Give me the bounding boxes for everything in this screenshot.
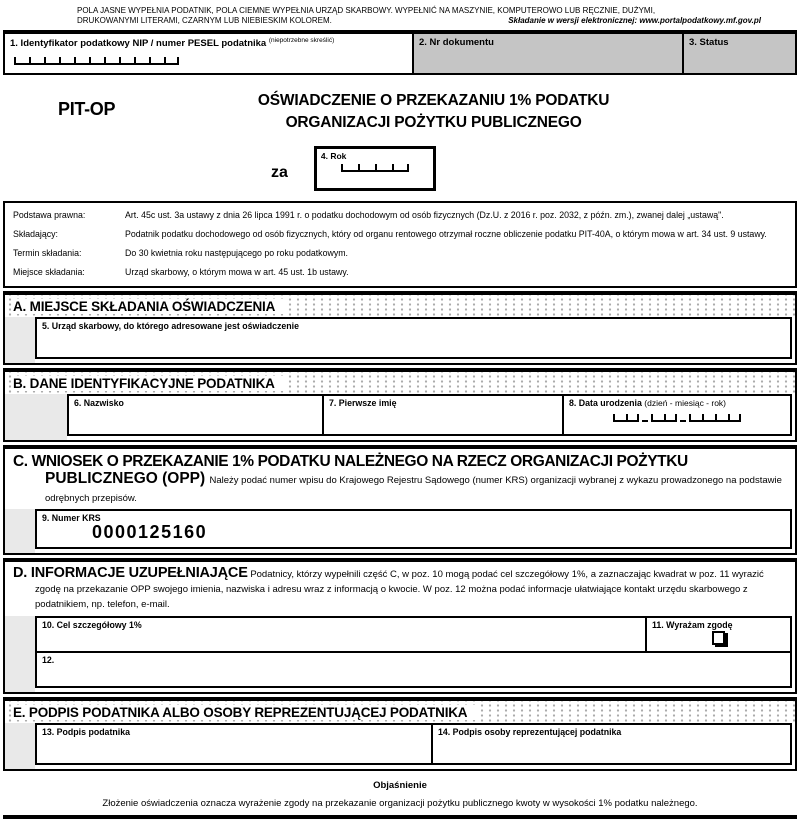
section-a-header — [5, 295, 795, 317]
field-rok-label: 4. Rok — [320, 151, 347, 161]
field-numer-krs[interactable] — [35, 509, 792, 549]
section-c-header — [5, 449, 795, 509]
field-kontakt-label: 12. — [42, 655, 55, 665]
legal-text: Podatnik podatku dochodowego od osób fizycznych, który od organu rentowego otrzymał roczne obliczenie podatku PIT-40A, o którym mowa w art. 34 ust. 9 ustawy. — [125, 229, 767, 239]
form-instructions — [77, 6, 761, 26]
legal-text: Urząd skarbowy, o którym mowa w art. 45 ust. 1b ustawy. — [125, 267, 349, 277]
section-c-title-line2: PUBLICZNEGO (OPP) Należy podać numer wpisu do Krajowego Rejestru Sądowego (numer KRS) organizacji wybranej z wykazu prowadzonego na podstawie odrębnych przepisów. — [45, 470, 782, 504]
field-wyrazam-zgode-label: 11. Wyrażam zgodę — [652, 620, 733, 630]
legal-label: Podstawa prawna: — [13, 210, 86, 220]
section-e — [3, 697, 797, 771]
legal-row — [13, 244, 787, 263]
section-d-note: Podatnicy, którzy wypełnili część C, w poz. 10 mogą podać cel szczegółowy 1%, a zaznaczając kwadrat w poz. 11 wyrazić zgodę na przekazanie OPP swojego imienia, nazwiska i adresu wraz z informacją o kwocie. W poz. 12 można podać informacje ułatwiające kontakt urzędu skarbowego z podatnikiem, np. telefon, e-mail. — [35, 569, 764, 610]
field-wyrazam-zgode — [645, 616, 792, 653]
section-b-header — [5, 372, 795, 394]
section-d — [3, 558, 797, 694]
field-nip-pesel-note: (niepotrzebne skreślić) — [268, 37, 335, 44]
section-b-title: B. DANE IDENTYFIKACYJNE PODATNIKA — [13, 376, 285, 391]
za-label: za — [271, 163, 288, 181]
form-title-line2: ORGANIZACJI POŻYTKU PUBLICZNEGO — [285, 114, 582, 131]
efiling-note: Składanie w wersji elektronicznej: www.portalpodatkowy.mf.gov.pl — [508, 16, 761, 25]
section-c-note: Należy podać numer wpisu do Krajowego Rejestru Sądowego (numer KRS) organizacji wybranej z wykazu prowadzonego na podstawie odrębnych przepisów. — [45, 475, 782, 504]
field-nip-pesel-label: 1. Identyfikator podatkowy NIP / numer PESEL podatnika $^{(niepotrzebne skreślić)}$ — [10, 37, 335, 50]
gutter — [5, 317, 35, 363]
year-row — [271, 146, 797, 191]
field-status — [682, 34, 795, 73]
field-nazwisko[interactable] — [67, 394, 324, 436]
field-data-urodzenia-note: (dzień - miesiąc - rok) — [644, 398, 727, 408]
section-c-title-line1: C. WNIOSEK O PRZEKAZANIE 1% PODATKU NALEŻNEGO NA RZECZ ORGANIZACJI POŻYTKU — [13, 453, 688, 470]
field-podpis-osoby[interactable] — [431, 723, 792, 765]
legal-label: Termin składania: — [13, 248, 82, 258]
section-a — [3, 291, 797, 365]
instructions-line2: DRUKOWANYMI LITERAMI, CZARNYM LUB NIEBIESKIM KOLOREM. — [77, 16, 332, 25]
legal-info-block — [3, 201, 797, 288]
title-row — [3, 90, 797, 134]
field-data-urodzenia-label: 8. Data urodzenia (dzień - miesiąc - rok) — [569, 398, 727, 408]
field-nip-pesel[interactable] — [5, 34, 412, 73]
field-cel-szczegolowy-label: 10. Cel szczegółowy 1% — [42, 620, 142, 630]
field-status-label: 3. Status — [689, 37, 729, 48]
field-nr-dokumentu-label: 2. Nr dokumentu — [419, 37, 494, 48]
form-title-line1: OŚWIADCZENIE O PRZEKAZANIU 1% PODATKU — [257, 92, 610, 109]
field-numer-krs-value[interactable]: 0000125160 — [92, 522, 208, 542]
legal-label: Składający: — [13, 229, 58, 239]
instructions-line1: POLA JASNE WYPEŁNIA PODATNIK, POLA CIEMNE WYPEŁNIA URZĄD SKARBOWY. WYPEŁNIĆ NA MASZYNIE, KOMPUTEROWO LUB RĘCZNIE, DUŻYMI, — [77, 6, 656, 15]
field-podpis-podatnika-label: 13. Podpis podatnika — [42, 727, 130, 737]
field-nazwisko-label: 6. Nazwisko — [74, 398, 124, 408]
legal-row — [13, 225, 787, 244]
gutter — [5, 616, 35, 692]
field-podpis-osoby-label: 14. Podpis osoby reprezentującej podatnika — [438, 727, 622, 737]
rok-comb-input[interactable] — [317, 164, 433, 172]
footer-explanation — [3, 780, 797, 809]
section-d-header — [5, 562, 795, 616]
gutter — [5, 509, 35, 553]
field-kontakt[interactable] — [35, 651, 792, 688]
form-title — [115, 90, 752, 134]
field-podpis-podatnika[interactable] — [35, 723, 433, 765]
consent-checkbox[interactable] — [712, 631, 725, 645]
identification-row — [3, 30, 797, 75]
section-e-header — [5, 701, 795, 723]
pesel-comb-input[interactable] — [14, 57, 412, 65]
explanation-title: Objaśnienie — [373, 780, 427, 791]
date-comb-input[interactable] — [564, 414, 790, 422]
field-numer-krs-label: 9. Numer KRS — [42, 513, 101, 523]
field-nr-dokumentu — [412, 34, 682, 73]
field-data-urodzenia[interactable] — [562, 394, 792, 436]
explanation-text: Złożenie oświadczenia oznacza wyrażenie zgody na przekazanie organizacji pożytku publicznego kwoty w wysokości 1% podatku należnego. — [102, 798, 698, 809]
section-b — [3, 368, 797, 442]
form-code: PIT-OP — [58, 99, 116, 119]
pit-op-form — [0, 6, 800, 819]
legal-text: Art. 45c ust. 3a ustawy z dnia 26 lipca 1991 r. o podatku dochodowym od osób fizycznych (Dz.U. z 2016 r. poz. 2032, z późn. zm.), zwanej dalej „ustawą". — [125, 210, 724, 220]
field-urzad-skarbowy-label: 5. Urząd skarbowy, do którego adresowane jest oświadczenie — [42, 321, 299, 331]
field-pierwsze-imie[interactable] — [322, 394, 564, 436]
field-pierwsze-imie-label: 7. Pierwsze imię — [329, 398, 397, 408]
legal-row — [13, 263, 787, 282]
section-d-title: D. INFORMACJE UZUPEŁNIAJĄCE — [13, 565, 248, 581]
gutter — [5, 394, 67, 440]
legal-row — [13, 206, 787, 225]
section-a-title: A. MIEJSCE SKŁADANIA OŚWIADCZENIA — [13, 299, 285, 314]
field-cel-szczegolowy[interactable] — [35, 616, 647, 653]
section-e-title: E. PODPIS PODATNIKA ALBO OSOBY REPREZENTUJĄCEJ PODATNIKA — [13, 705, 477, 720]
field-rok[interactable] — [314, 146, 436, 191]
legal-text: Do 30 kwietnia roku następującego po roku podatkowym. — [125, 248, 348, 258]
field-urzad-skarbowy[interactable] — [35, 317, 792, 359]
legal-label: Miejsce składania: — [13, 267, 85, 277]
gutter — [5, 723, 35, 769]
section-c — [3, 445, 797, 555]
bottom-rule — [3, 815, 797, 819]
